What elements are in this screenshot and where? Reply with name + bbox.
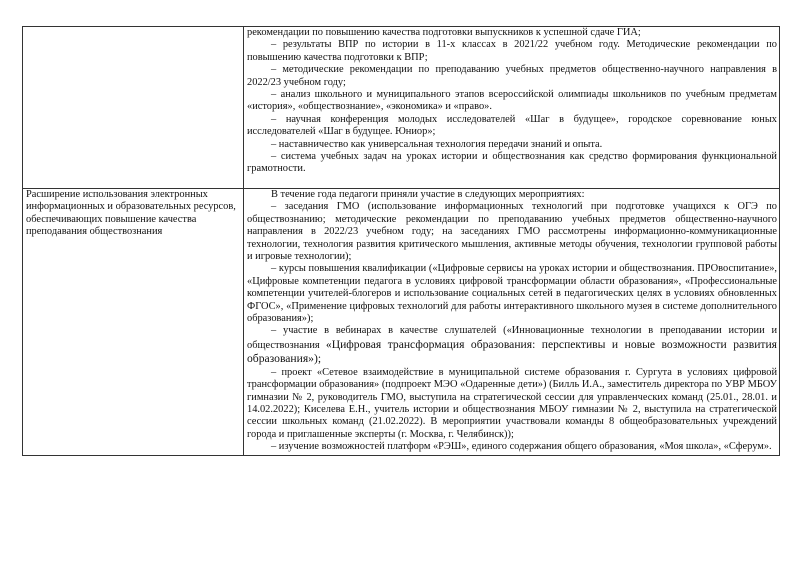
table-row [23, 189, 780, 456]
list-item: – проект «Сетевое взаимодействие в муниципальной системе образования г. Сургута в условиях цифровой трансформации образования» (подпроект МЭО «Одаренные дети») (Билль И.А., заместитель директора по УВР МБОУ гимназии № 2, руководитель ГМО, выступила на стратегической сессии для управленческих команд (25.01., 28.01. и 14.02.2022); Киселева Е.Н., учитель истории и обществознания МБОУ гимназии № 2, выступила на стратегической сессии школьных команд (21.02.2022). В мероприятии участвовали команды 8 общеобразовательных учреждений города и приглашенные эксперты (г. Москва, г. Челябинск)); [247, 366, 778, 440]
list-item: – участие в вебинарах в качестве слушателей («Инновационные технологии в преподавании истории и обществознания «Цифровая трансформация образования: перспективы и новые возможности развития образования»); [247, 325, 778, 366]
paragraph: В течение года педагоги приняли участие в следующих мероприятиях: [271, 189, 585, 200]
row-2-right-cell [244, 189, 780, 456]
list-item: – научная конференция молодых исследователей «Шаг в будущее», городское соревнование юных исследователей «Шаг в будущее. Юниор»; [247, 113, 777, 138]
dash-bullet: – [271, 64, 283, 76]
list-item: – анализ школьного и муниципального этапов всероссийской олимпиады школьников по учебным предметам «история», «обществознание», «экономика» и «право». [247, 89, 777, 113]
dash-bullet: – [271, 263, 279, 275]
dash-bullet: – [271, 151, 281, 163]
dash-bullet: – [271, 39, 283, 51]
list-item: – изучение возможностей платформ «РЭШ», единого содержания общего образования, «Моя школа», «Сферум». [271, 441, 772, 453]
list-item: – результаты ВПР по истории в 11-х классах в 2021/22 учебном году. Методические рекомендации по повышению качества подготовки к ВПР; [247, 39, 777, 63]
row-2-left-text: Расширение использования электронных информационных и образовательных ресурсов, обеспечивающих повышение качества преподавания обществознания [26, 189, 236, 238]
dash-bullet: – [271, 138, 279, 150]
dash-bullet: – [271, 201, 285, 213]
list-item: – курсы повышения квалификации («Цифровые сервисы на уроках истории и обществознания. ПРОвоспитание», «Цифровые компетенции педагога в условиях цифровой трансформации области образования», «Профессиональные компетенции учителей-блогеров и использование социальных сетей в педагогических целях в условиях обновленных ФГОС», «Применение цифровых технологий для работы интерактивного школьного музея в системе дополнительного образования»); [247, 263, 777, 325]
table-row [23, 27, 780, 189]
webinar-title: «Цифровая трансформация образования: перспективы и новые возможности развития образования»); [247, 337, 778, 366]
list-item: – методические рекомендации по преподаванию учебных предметов общественно-научного направления в 2022/23 учебном году; [247, 64, 777, 88]
list-item: – наставничество как универсальная технология передачи знаний и опыта. [271, 138, 603, 150]
dash-bullet: – [271, 366, 282, 378]
dash-bullet: – [271, 441, 279, 453]
list-item: – система учебных задач на уроках истории и обществознания как средство формирования функциональной грамотности. [247, 151, 777, 175]
row-2-left-cell [23, 189, 244, 456]
report-table [22, 26, 780, 456]
paragraph: рекомендации по повышению качества подготовки выпускников к успешной сдаче ГИА; [247, 27, 641, 38]
row-1-left-cell [23, 27, 244, 189]
dash-bullet: – [271, 113, 286, 125]
dash-bullet: – [271, 89, 281, 101]
list-item: – заседания ГМО (использование информационных технологий при подготовке учащихся к ОГЭ по обществознанию; методические рекомендации по преподаванию учебных предметов общественно-научного направления в 2022/23 учебном году; на заседаниях ГМО рассмотрены информационно-коммуникационные технологии, технология развития критического мышления, активные методы обучения, технологии групповой работы и игровые технологии); [247, 201, 778, 263]
dash-bullet: – [271, 325, 284, 337]
row-1-right-cell [244, 27, 780, 189]
